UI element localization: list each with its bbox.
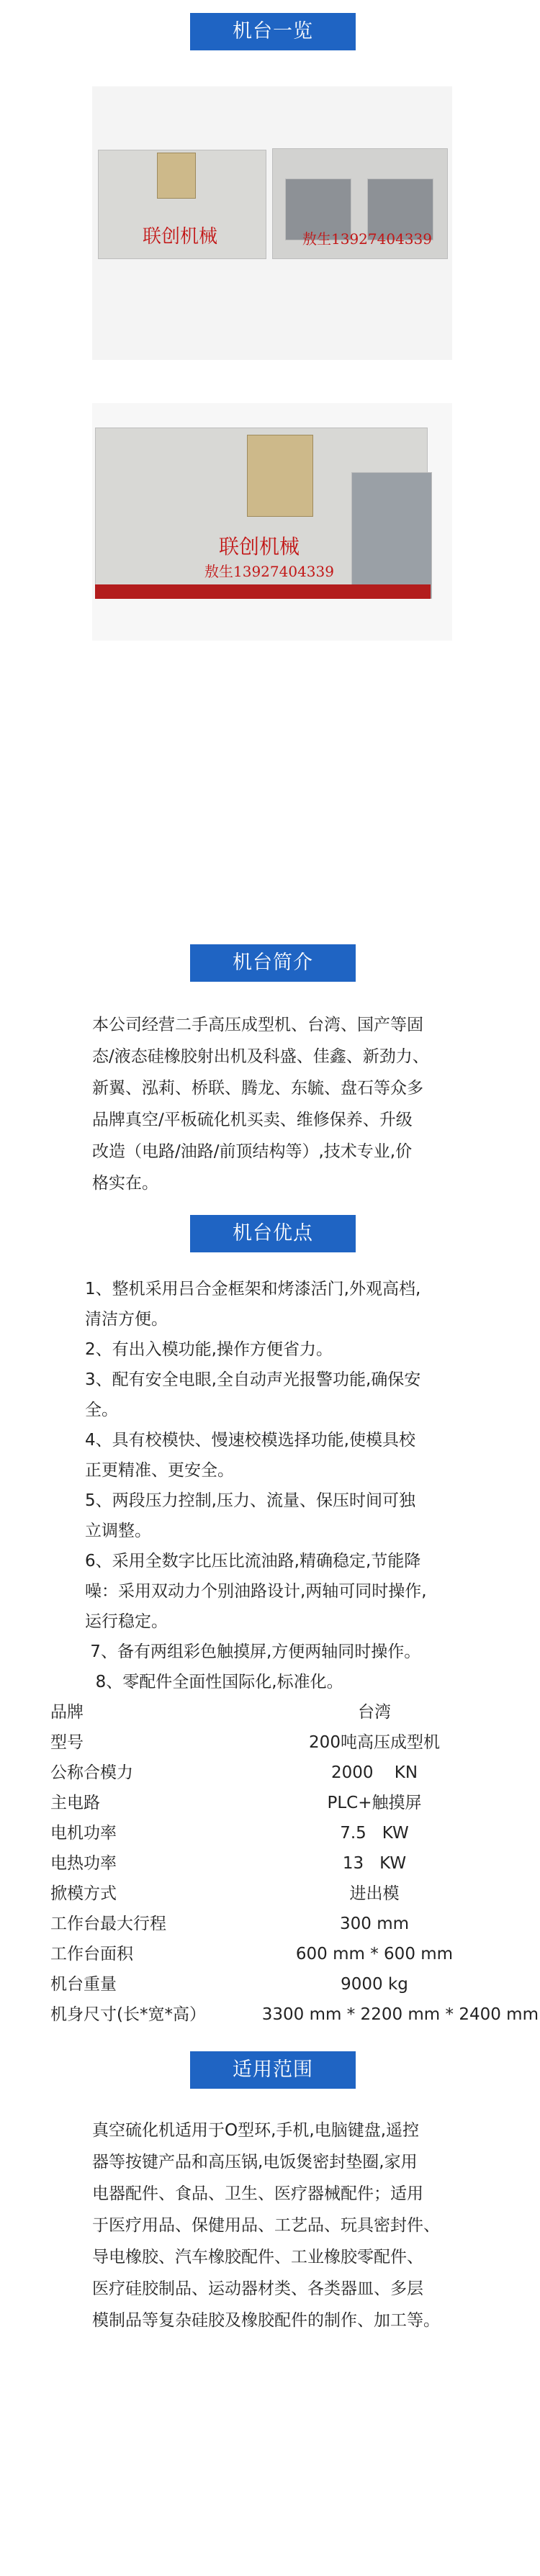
- watermark-brand: 联创机械: [143, 226, 218, 248]
- scope-line: 真空硫化机适用于O型环,手机,电脑键盘,遥控: [92, 2121, 420, 2140]
- overview-title: 机台一览: [233, 20, 313, 42]
- scope-line: 电器配件、食品、卫生、医疗器械配件；适用: [92, 2184, 423, 2203]
- advantage-item: [85, 1486, 474, 1546]
- watermark-brand-2: 联创机械: [219, 535, 300, 559]
- spec-label: 电热功率: [50, 1854, 117, 1873]
- intro-line: 新翼、泓莉、桥联、腾龙、东毓、盘石等众多: [92, 1079, 423, 1098]
- spec-value: 3300 mm * 2200 mm * 2400 mm: [261, 2005, 539, 2024]
- machine-red-base: [95, 584, 431, 599]
- scope-line: 于医疗用品、保健用品、工艺品、玩具密封件、: [92, 2216, 440, 2235]
- intro-line: 本公司经营二手高压成型机、台湾、国产等固: [92, 1016, 423, 1034]
- intro-banner: [190, 944, 356, 982]
- watermark-contact: 敖生13927404339: [302, 230, 432, 248]
- advantage-item: [85, 1334, 474, 1365]
- advantage-line: 正更精准、更安全。: [85, 1461, 234, 1480]
- spec-label: 公称合模力: [50, 1763, 133, 1782]
- advantage-line: 7、备有两组彩色触摸屏,方便两轴同时操作。: [85, 1642, 421, 1661]
- intro-line: 品牌真空/平板硫化机买卖、维修保养、升级: [92, 1111, 413, 1129]
- advantage-line: 2、有出入模功能,操作方便省力。: [85, 1340, 333, 1359]
- spec-label: 工作台面积: [50, 1945, 133, 1963]
- watermark-contact-2: 敖生13927404339: [204, 563, 334, 580]
- advantage-line: 5、两段压力控制,压力、流量、保压时间可独: [85, 1491, 415, 1510]
- advantage-line: 8、零配件全面性国际化,标准化。: [85, 1673, 343, 1691]
- advantage-line: 1、整机采用吕合金框架和烤漆活门,外观高档,: [85, 1280, 421, 1298]
- advantage-line: 6、采用全数字比压比流油路,精确稳定,节能降: [85, 1552, 421, 1571]
- advantage-line: 运行稳定。: [85, 1612, 168, 1631]
- machine-photo-top: [92, 86, 452, 360]
- advantages-banner: [190, 1215, 356, 1252]
- machine-left-panel: [157, 153, 196, 199]
- advantage-line: 清洁方便。: [85, 1310, 168, 1329]
- spec-value: 9000 kg: [341, 1975, 408, 1994]
- scope-banner: [190, 2051, 356, 2089]
- machine-body-panel: [247, 435, 313, 517]
- scope-line: 医疗硅胶制品、运动器材类、各类器皿、多层: [92, 2279, 423, 2298]
- spec-value: 台湾: [358, 1703, 391, 1722]
- advantage-item: [85, 1425, 474, 1486]
- advantages-title: 机台优点: [233, 1222, 313, 1244]
- spec-value: 进出模: [349, 1884, 400, 1903]
- advantage-item: [85, 1546, 474, 1637]
- spec-row: [50, 1788, 540, 1818]
- spec-label: 工作台最大行程: [50, 1915, 166, 1933]
- intro-paragraph: [92, 1009, 467, 1199]
- spec-row: [50, 1909, 540, 1939]
- spec-row: [50, 1939, 540, 1969]
- spec-row: [50, 1848, 540, 1879]
- advantage-line: 立调整。: [85, 1522, 151, 1540]
- intro-line: 改造（电路/油路/前顶结构等）,技术专业,价: [92, 1142, 413, 1161]
- intro-title: 机台简介: [233, 952, 313, 974]
- spec-value: 7.5 KW: [340, 1824, 409, 1843]
- spec-row: [50, 1969, 540, 1999]
- spec-value: 300 mm: [339, 1915, 410, 1933]
- intro-line: 格实在。: [92, 1174, 158, 1193]
- scope-line: 导电橡胶、汽车橡胶配件、工业橡胶零配件、: [92, 2248, 423, 2267]
- scope-line: 器等按键产品和高压锅,电饭煲密封垫圈,家用: [92, 2153, 418, 2171]
- spec-value: 600 mm * 600 mm: [295, 1945, 454, 1963]
- spec-row: [50, 1818, 540, 1848]
- scope-title: 适用范围: [233, 2058, 313, 2081]
- scope-paragraph: [92, 2115, 474, 2336]
- scope-line: 模制品等复杂硅胶及橡胶配件的制作、加工等。: [92, 2311, 440, 2330]
- overview-banner: [190, 13, 356, 50]
- spec-row: [50, 1727, 540, 1758]
- spec-label: 品牌: [50, 1703, 84, 1722]
- spec-row: [50, 1697, 540, 1727]
- advantage-item: [85, 1365, 474, 1425]
- spec-value: 13 KW: [342, 1854, 407, 1873]
- spec-row: [50, 1758, 540, 1788]
- spec-label: 电机功率: [50, 1824, 117, 1843]
- advantage-item: [85, 1637, 474, 1667]
- advantage-item: [85, 1667, 474, 1697]
- advantage-item: [85, 1274, 474, 1334]
- spec-row: [50, 1999, 540, 2030]
- advantage-line: 3、配有安全电眼,全自动声光报警功能,确保安: [85, 1370, 421, 1389]
- spec-label: 掀模方式: [50, 1884, 117, 1903]
- intro-line: 态/液态硅橡胶射出机及科盛、佳鑫、新劲力、: [92, 1047, 429, 1066]
- machine-side-unit: [351, 472, 432, 599]
- spec-label: 主电路: [50, 1794, 100, 1812]
- advantage-line: 全。: [85, 1401, 118, 1419]
- spec-row: [50, 1879, 540, 1909]
- spec-value: 200吨高压成型机: [309, 1733, 440, 1752]
- spec-label: 机台重量: [50, 1975, 117, 1994]
- machine-photo-bottom: [92, 403, 452, 641]
- advantage-line: 噪：采用双动力个别油路设计,两轴可同时操作,: [85, 1582, 427, 1601]
- spec-label: 型号: [50, 1733, 84, 1752]
- spec-value: PLC+触摸屏: [327, 1794, 422, 1812]
- spec-label: 机身尺寸(长*宽*高）: [50, 2005, 206, 2024]
- spec-value: 2000 KN: [330, 1763, 418, 1782]
- advantage-line: 4、具有校模快、慢速校模选择功能,使模具校: [85, 1431, 415, 1450]
